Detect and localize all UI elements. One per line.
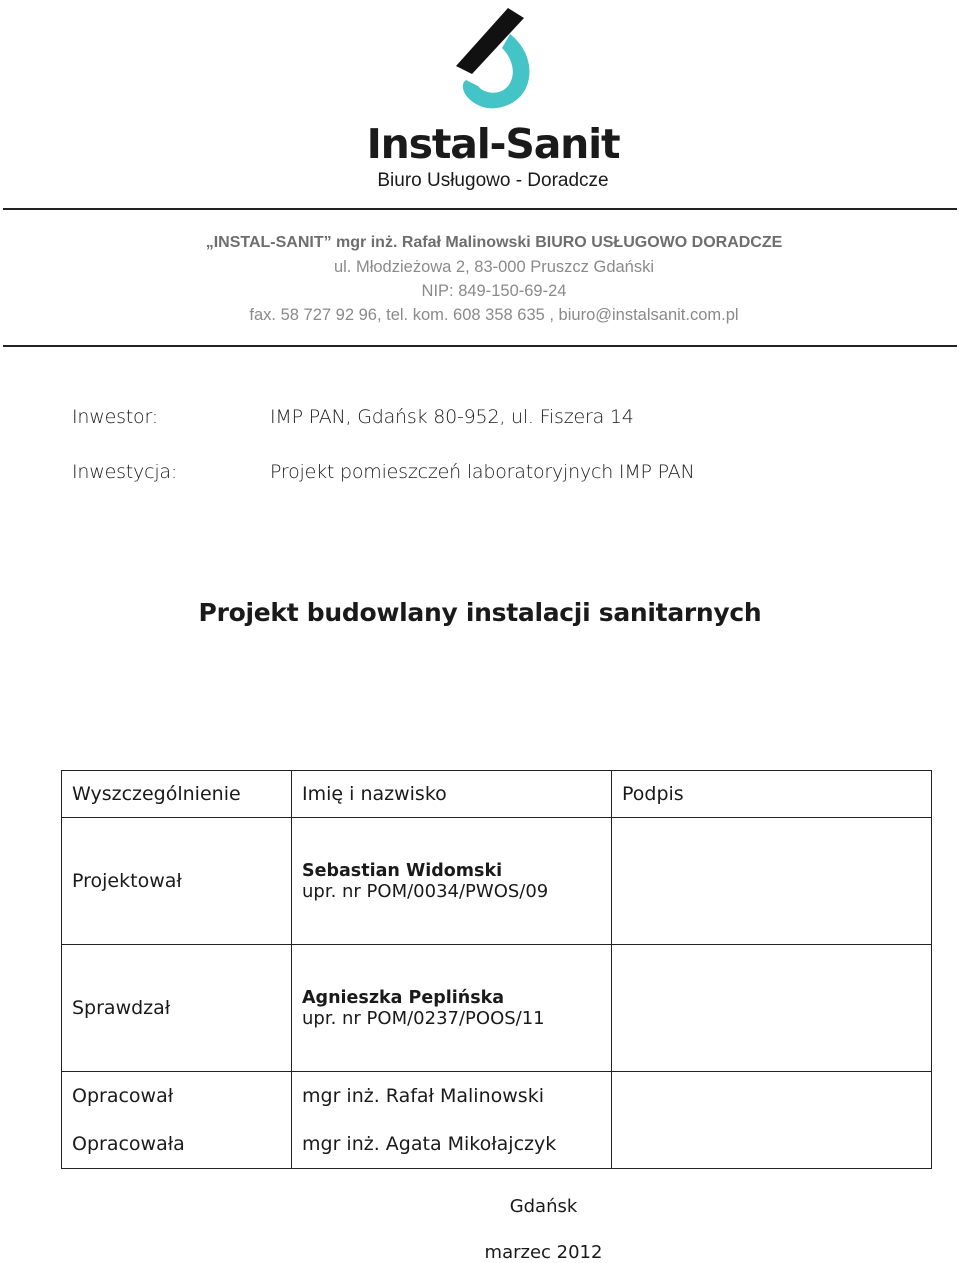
- role-cell: Sprawdzał: [62, 945, 292, 1072]
- role-cell: [62, 1072, 292, 1169]
- table-row: [62, 1072, 932, 1169]
- signature-cell: [612, 945, 932, 1072]
- person-license: upr. nr POM/0237/POOS/11: [302, 1007, 545, 1029]
- divider-top: [3, 208, 957, 210]
- table-row: [62, 818, 932, 945]
- person-license: upr. nr POM/0034/PWOS/09: [302, 880, 549, 902]
- signature-cell: [612, 818, 932, 945]
- person-cell: [292, 945, 612, 1072]
- investment-label: Inwestycja:: [72, 461, 178, 483]
- company-contact: fax. 58 727 92 96, tel. kom. 608 358 635 , biuro@instalsanit.com.pl: [249, 306, 739, 324]
- person-name: Agnieszka Peplińska: [302, 987, 505, 1008]
- person-cell: [292, 1072, 612, 1169]
- table-header-row: [62, 771, 932, 818]
- investment-value: Projekt pomieszczeń laboratoryjnych IMP PAN: [270, 461, 695, 483]
- brand-name: Instal-Sanit: [366, 120, 620, 168]
- company-nip: NIP: 849-150-69-24: [421, 282, 567, 300]
- instal-sanit-logo-icon: [448, 4, 538, 116]
- prepared-name-1: mgr inż. Rafał Malinowski: [302, 1085, 544, 1107]
- table-row: [62, 945, 932, 1072]
- prepared-name-2: mgr inż. Agata Mikołajczyk: [302, 1133, 557, 1155]
- header-cell-name: Imię i nazwisko: [292, 771, 612, 818]
- signature-table: [61, 770, 932, 1169]
- document-title: Projekt budowlany instalacji sanitarnych: [198, 598, 762, 627]
- footer-date: marzec 2012: [484, 1242, 603, 1263]
- signature-cell: [612, 1072, 932, 1169]
- role-cell: Projektował: [62, 818, 292, 945]
- company-name: „INSTAL-SANIT” mgr inż. Rafał Malinowski BIURO USŁUGOWO DORADCZE: [205, 234, 783, 251]
- company-address: ul. Młodzieżowa 2, 83-000 Pruszcz Gdański: [333, 258, 655, 276]
- person-cell: [292, 818, 612, 945]
- investor-label: Inwestor:: [72, 406, 158, 428]
- investor-value: IMP PAN, Gdańsk 80-952, ul. Fiszera 14: [270, 406, 634, 428]
- brand-tagline: Biuro Usługowo - Doradcze: [377, 170, 609, 191]
- header-cell-signature: Podpis: [612, 771, 932, 818]
- footer-place: Gdańsk: [509, 1196, 578, 1217]
- prepared-role-2: Opracowała: [72, 1133, 185, 1155]
- divider-middle: [3, 345, 957, 347]
- header-cell-role: Wyszczególnienie: [62, 771, 292, 818]
- person-name: Sebastian Widomski: [302, 860, 503, 881]
- prepared-role-1: Opracował: [72, 1085, 174, 1107]
